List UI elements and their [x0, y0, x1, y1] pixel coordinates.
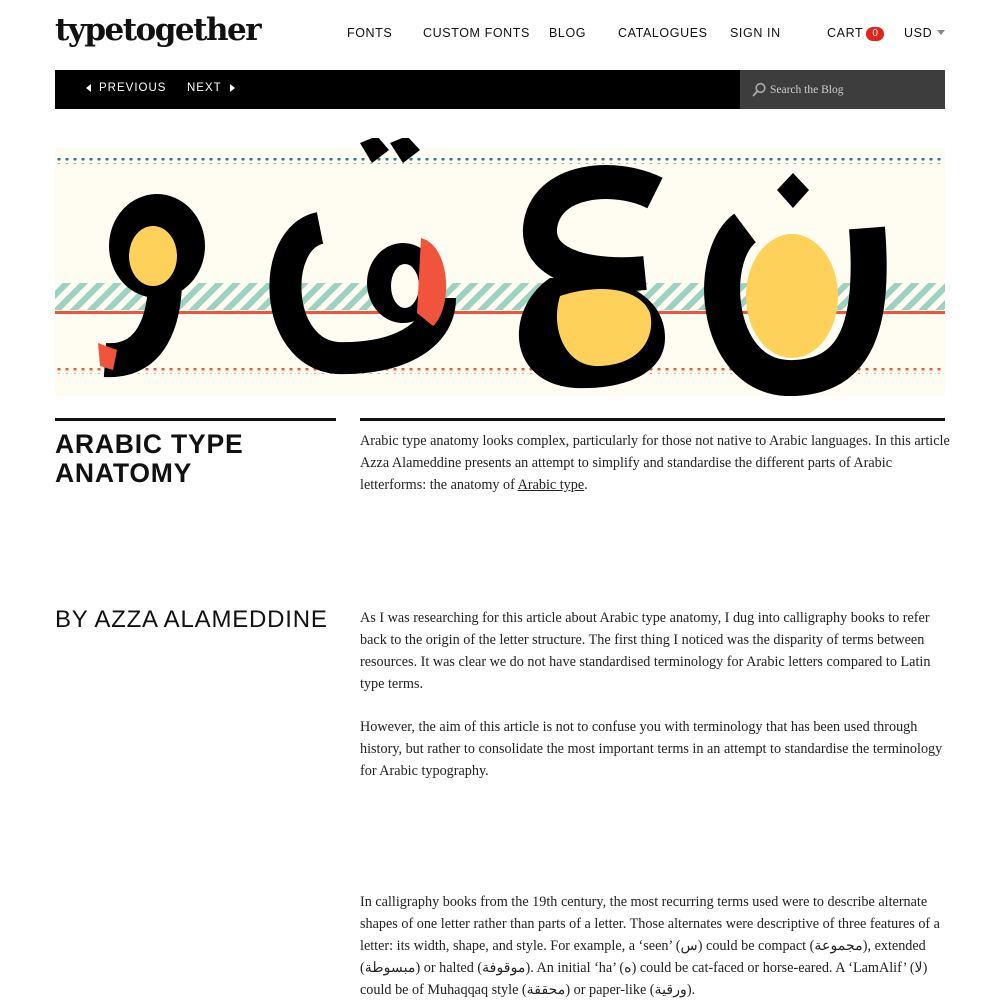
article-paragraph: As I was researching for this article about Arabic type anatomy, I dug into calligraphy books to refer back to the origin of the letter structure. The first thing I noticed was the disparity of terms between resources. It was clear we do not have standardised terminology for Arabic letters compared to Latin type terms.	[360, 610, 931, 692]
previous-link[interactable]	[86, 82, 166, 94]
nav-sign-in[interactable]: SIGN IN	[730, 26, 781, 40]
intro-divider	[360, 418, 945, 421]
next-link[interactable]	[187, 82, 235, 94]
search-icon	[752, 82, 767, 97]
article-paragraph: In calligraphy books from the 19th century, the most recurring terms used were to describe alternate shapes of one letter rather than parts of a letter. Those alternates were descriptive of three features of a letter: its width, shape, and style. For example, a ‘seen’ (س) could be compact (مجموعة), extended (مبسوطة) or halted (موقوفة). An initial ‘ha’ (ه) could be cat-faced or horse-eared. A ‘LamAlif’ (لا) could be of Muhaqqaq style (محققة) or paper-like (ورقية).	[360, 894, 940, 998]
nav-custom-fonts[interactable]: CUSTOM FONTS	[423, 26, 530, 40]
article-paragraph: However, the aim of this article is not to confuse you with terminology that has been used through history, but rather to consolidate the most important terms in an attempt to standardise the terminology for Arabic typography.	[360, 719, 943, 779]
hero-arabic-letters-illustration	[55, 138, 945, 396]
next-label: NEXT	[187, 82, 222, 94]
nav-blog[interactable]: BLOG	[549, 26, 587, 40]
title-divider	[55, 418, 336, 421]
typetogether-logo[interactable]: typetogether	[55, 12, 261, 48]
nav-fonts[interactable]: FONTS	[347, 26, 393, 40]
arrow-left-icon	[86, 84, 91, 92]
article-title: ARABIC TYPE ANATOMY	[55, 429, 244, 488]
currency-label: USD	[904, 26, 933, 40]
intro-text: Arabic type anatomy looks complex, particularly for those not native to Arabic languages. In this article Azza Alameddine presents an attempt to simplify and standardise the different parts of Arabic letterforms: the anatomy of	[360, 433, 950, 493]
article-byline: BY AZZA ALAMEDDINE	[55, 606, 328, 633]
intro-end: .	[584, 477, 588, 493]
previous-label: PREVIOUS	[99, 82, 167, 94]
nav-catalogues[interactable]: CATALOGUES	[618, 26, 708, 40]
article-intro	[360, 430, 950, 496]
chevron-down-icon	[937, 30, 945, 35]
arrow-right-icon	[230, 84, 235, 92]
blog-search	[740, 70, 945, 109]
search-input[interactable]	[770, 70, 940, 109]
cart-count-badge: 0	[866, 27, 884, 41]
cart-link[interactable]	[827, 26, 884, 41]
blog-nav-bar	[55, 70, 945, 109]
arabic-type-link[interactable]: Arabic type	[517, 477, 585, 493]
currency-selector[interactable]	[904, 26, 945, 40]
cart-label: CART	[827, 26, 864, 40]
